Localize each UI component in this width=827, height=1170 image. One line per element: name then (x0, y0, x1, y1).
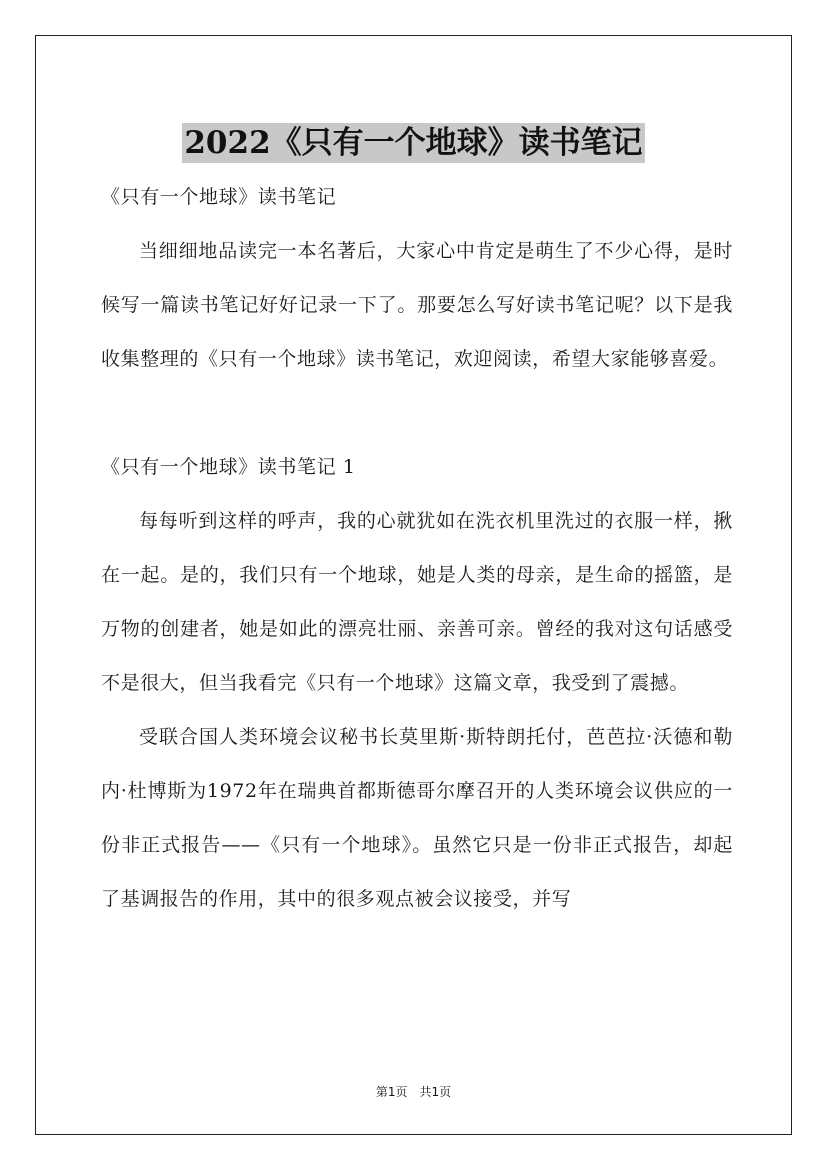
document-body (101, 170, 733, 926)
intro-heading: 《只有一个地球》读书笔记 (101, 186, 337, 208)
intro-paragraph: 当细细地品读完一本名著后，大家心中肯定是萌生了不少心得，是时候写一篇读书笔记好好记录一下了。那要怎么写好读书笔记呢？以下是我收集整理的《只有一个地球》读书笔记，欢迎阅读，希望大家能够喜爱。 (101, 240, 733, 370)
body-paragraph-2: 受联合国人类环境会议秘书长莫里斯·斯特朗托付，芭芭拉·沃德和勒内·杜博斯为1972年在瑞典首都斯德哥尔摩召开的人类环境会议供应的一份非正式报告——《只有一个地球》。虽然它只是一份非正式报告，却起了基调报告的作用，其中的很多观点被会议接受，并写 (101, 726, 733, 910)
section-heading: 《只有一个地球》读书笔记 1 (101, 456, 356, 478)
page-footer: 第1页 共1页 (375, 1085, 452, 1099)
section-spacer (101, 386, 733, 440)
document-title: 2022《只有一个地球》读书笔记 (184, 124, 643, 161)
body-paragraph-1: 每每听到这样的呼声，我的心就犹如在洗衣机里洗过的衣服一样，揪在一起。是的，我们只有一个地球，她是人类的母亲，是生命的摇篮，是万物的创建者，她是如此的漂亮壮丽、亲善可亲。曾经的我对这句话感受不是很大，但当我看完《只有一个地球》这篇文章，我受到了震撼。 (101, 510, 733, 694)
